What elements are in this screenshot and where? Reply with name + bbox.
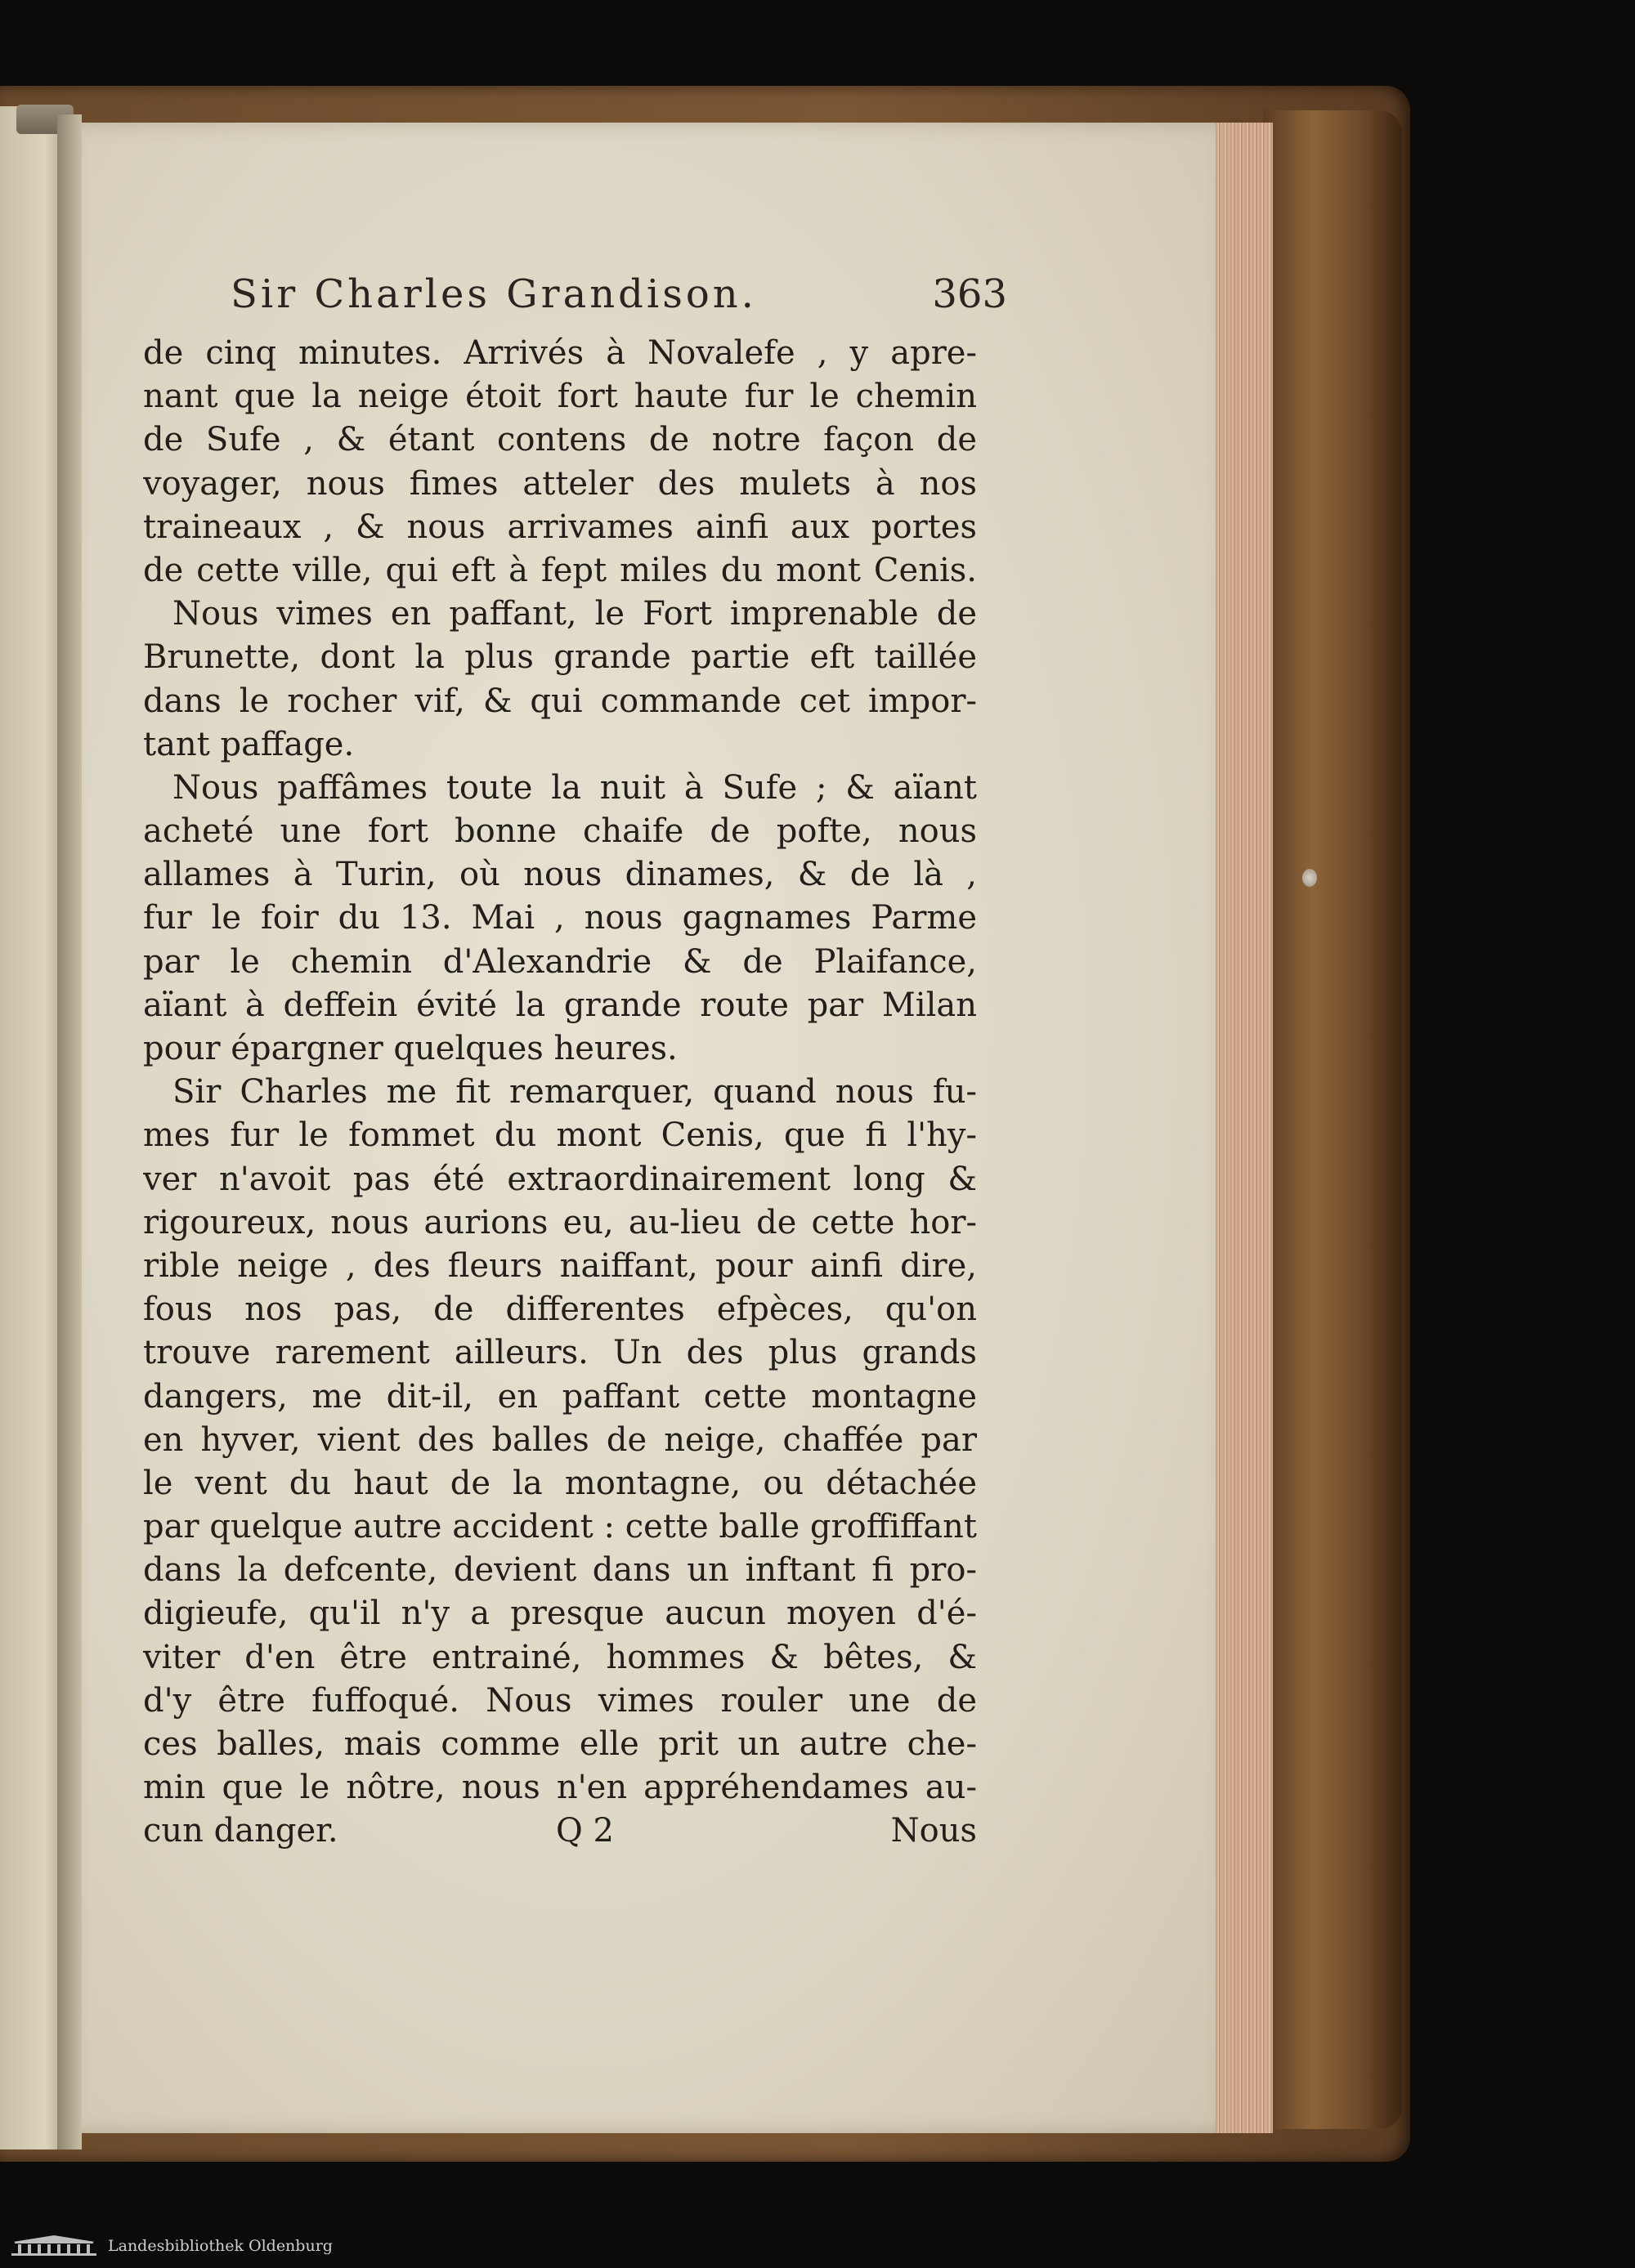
text-line: ces balles, mais comme elle prit un autre che- xyxy=(143,1725,977,1763)
text-line: Nous paffâmes toute la nuit à Sufe ; & aïant xyxy=(172,768,977,807)
page-header xyxy=(231,270,1007,319)
page-gutter xyxy=(57,114,82,2149)
text-line: de Sufe , & étant contens de notre façon de xyxy=(143,421,977,459)
page-fore-edge xyxy=(1210,123,1273,2133)
catchword: Nous xyxy=(890,1812,977,1850)
text-line: ver n'avoit pas été extraordinairement long & xyxy=(143,1160,977,1198)
text-line: voyager, nous fimes atteler des mulets à nos xyxy=(143,464,977,503)
signature-mark: Q 2 xyxy=(556,1812,614,1850)
text-line: Brunette, dont la plus grande partie eft taillée xyxy=(143,638,977,677)
text-line: fous nos pas, de differentes efpèces, qu'on xyxy=(143,1291,977,1329)
text-line: de cette ville, qui eft à fept miles du mont Cenis. xyxy=(143,551,977,589)
running-title: Sir Charles Grandison. xyxy=(231,271,757,317)
text-line: mes fur le fommet du mont Cenis, que fi l'hy- xyxy=(143,1116,977,1155)
text-line: le vent du haut de la montagne, ou détachée xyxy=(143,1464,977,1502)
text-line: de cinq minutes. Arrivés à Novalefe , y apre- xyxy=(143,334,977,372)
cover-edge xyxy=(1263,110,1402,2129)
text-line: trouve rarement ailleurs. Un des plus grands xyxy=(143,1334,977,1372)
text-line: dans la defcente, devient dans un inftant fi pro- xyxy=(143,1551,977,1590)
text-line: dangers, me dit-il, en paffant cette montagne xyxy=(143,1377,977,1416)
text-line: aïant à deffein évité la grande route par Milan xyxy=(143,986,977,1024)
left-page-edge xyxy=(0,106,64,2149)
text-line: rigoureux, nous aurions eu, au-lieu de cette hor- xyxy=(143,1203,977,1241)
text-line: nant que la neige étoit fort haute fur le chemin xyxy=(143,378,977,416)
text-line: par quelque autre accident : cette balle groffiffant xyxy=(143,1508,977,1546)
library-name: Landesbibliothek Oldenburg xyxy=(108,2237,333,2255)
text-line: min que le nôtre, nous n'en appréhendames au- xyxy=(143,1769,977,1807)
text-line: digieufe, qu'il n'y a presque aucun moyen d'é- xyxy=(143,1595,977,1633)
text-line: fur le foir du 13. Mai , nous gagnames Parme xyxy=(143,899,977,937)
text-line: viter d'en être entrainé, hommes & bêtes, & xyxy=(143,1638,977,1676)
text-line: traineaux , & nous arrivames ainfi aux portes xyxy=(143,508,977,546)
footer-text: cun danger. xyxy=(143,1812,338,1850)
text-line: en hyver, vient des balles de neige, chaffée par xyxy=(143,1420,977,1459)
text-line: d'y être fuffoqué. Nous vimes rouler une de xyxy=(143,1681,977,1720)
page-footer xyxy=(143,1809,977,1853)
text-line: pour épargner quelques heures. xyxy=(143,1030,678,1067)
page-number: 363 xyxy=(932,271,1007,317)
text-line: par le chemin d'Alexandrie & de Plaifance, xyxy=(143,942,977,981)
text-line: dans le rocher vif, & qui commande cet impor- xyxy=(143,682,977,720)
text-line: rible neige , des fleurs naiffant, pour ainfi dire, xyxy=(143,1246,977,1285)
text-line: Nous vimes en paffant, le Fort imprenable de xyxy=(172,595,977,633)
text-line: tant paffage. xyxy=(143,725,355,763)
text-line: allames à Turin, où nous dinames, & de là , xyxy=(143,856,977,894)
library-footer-bar xyxy=(0,2225,1635,2268)
text-line: Sir Charles me fit remarquer, quand nous fu- xyxy=(172,1073,977,1112)
page-text xyxy=(143,332,977,1854)
text-line: acheté une fort bonne chaife de pofte, nous xyxy=(143,812,977,851)
paper-hole xyxy=(1302,869,1317,887)
library-building-icon xyxy=(10,2234,98,2258)
